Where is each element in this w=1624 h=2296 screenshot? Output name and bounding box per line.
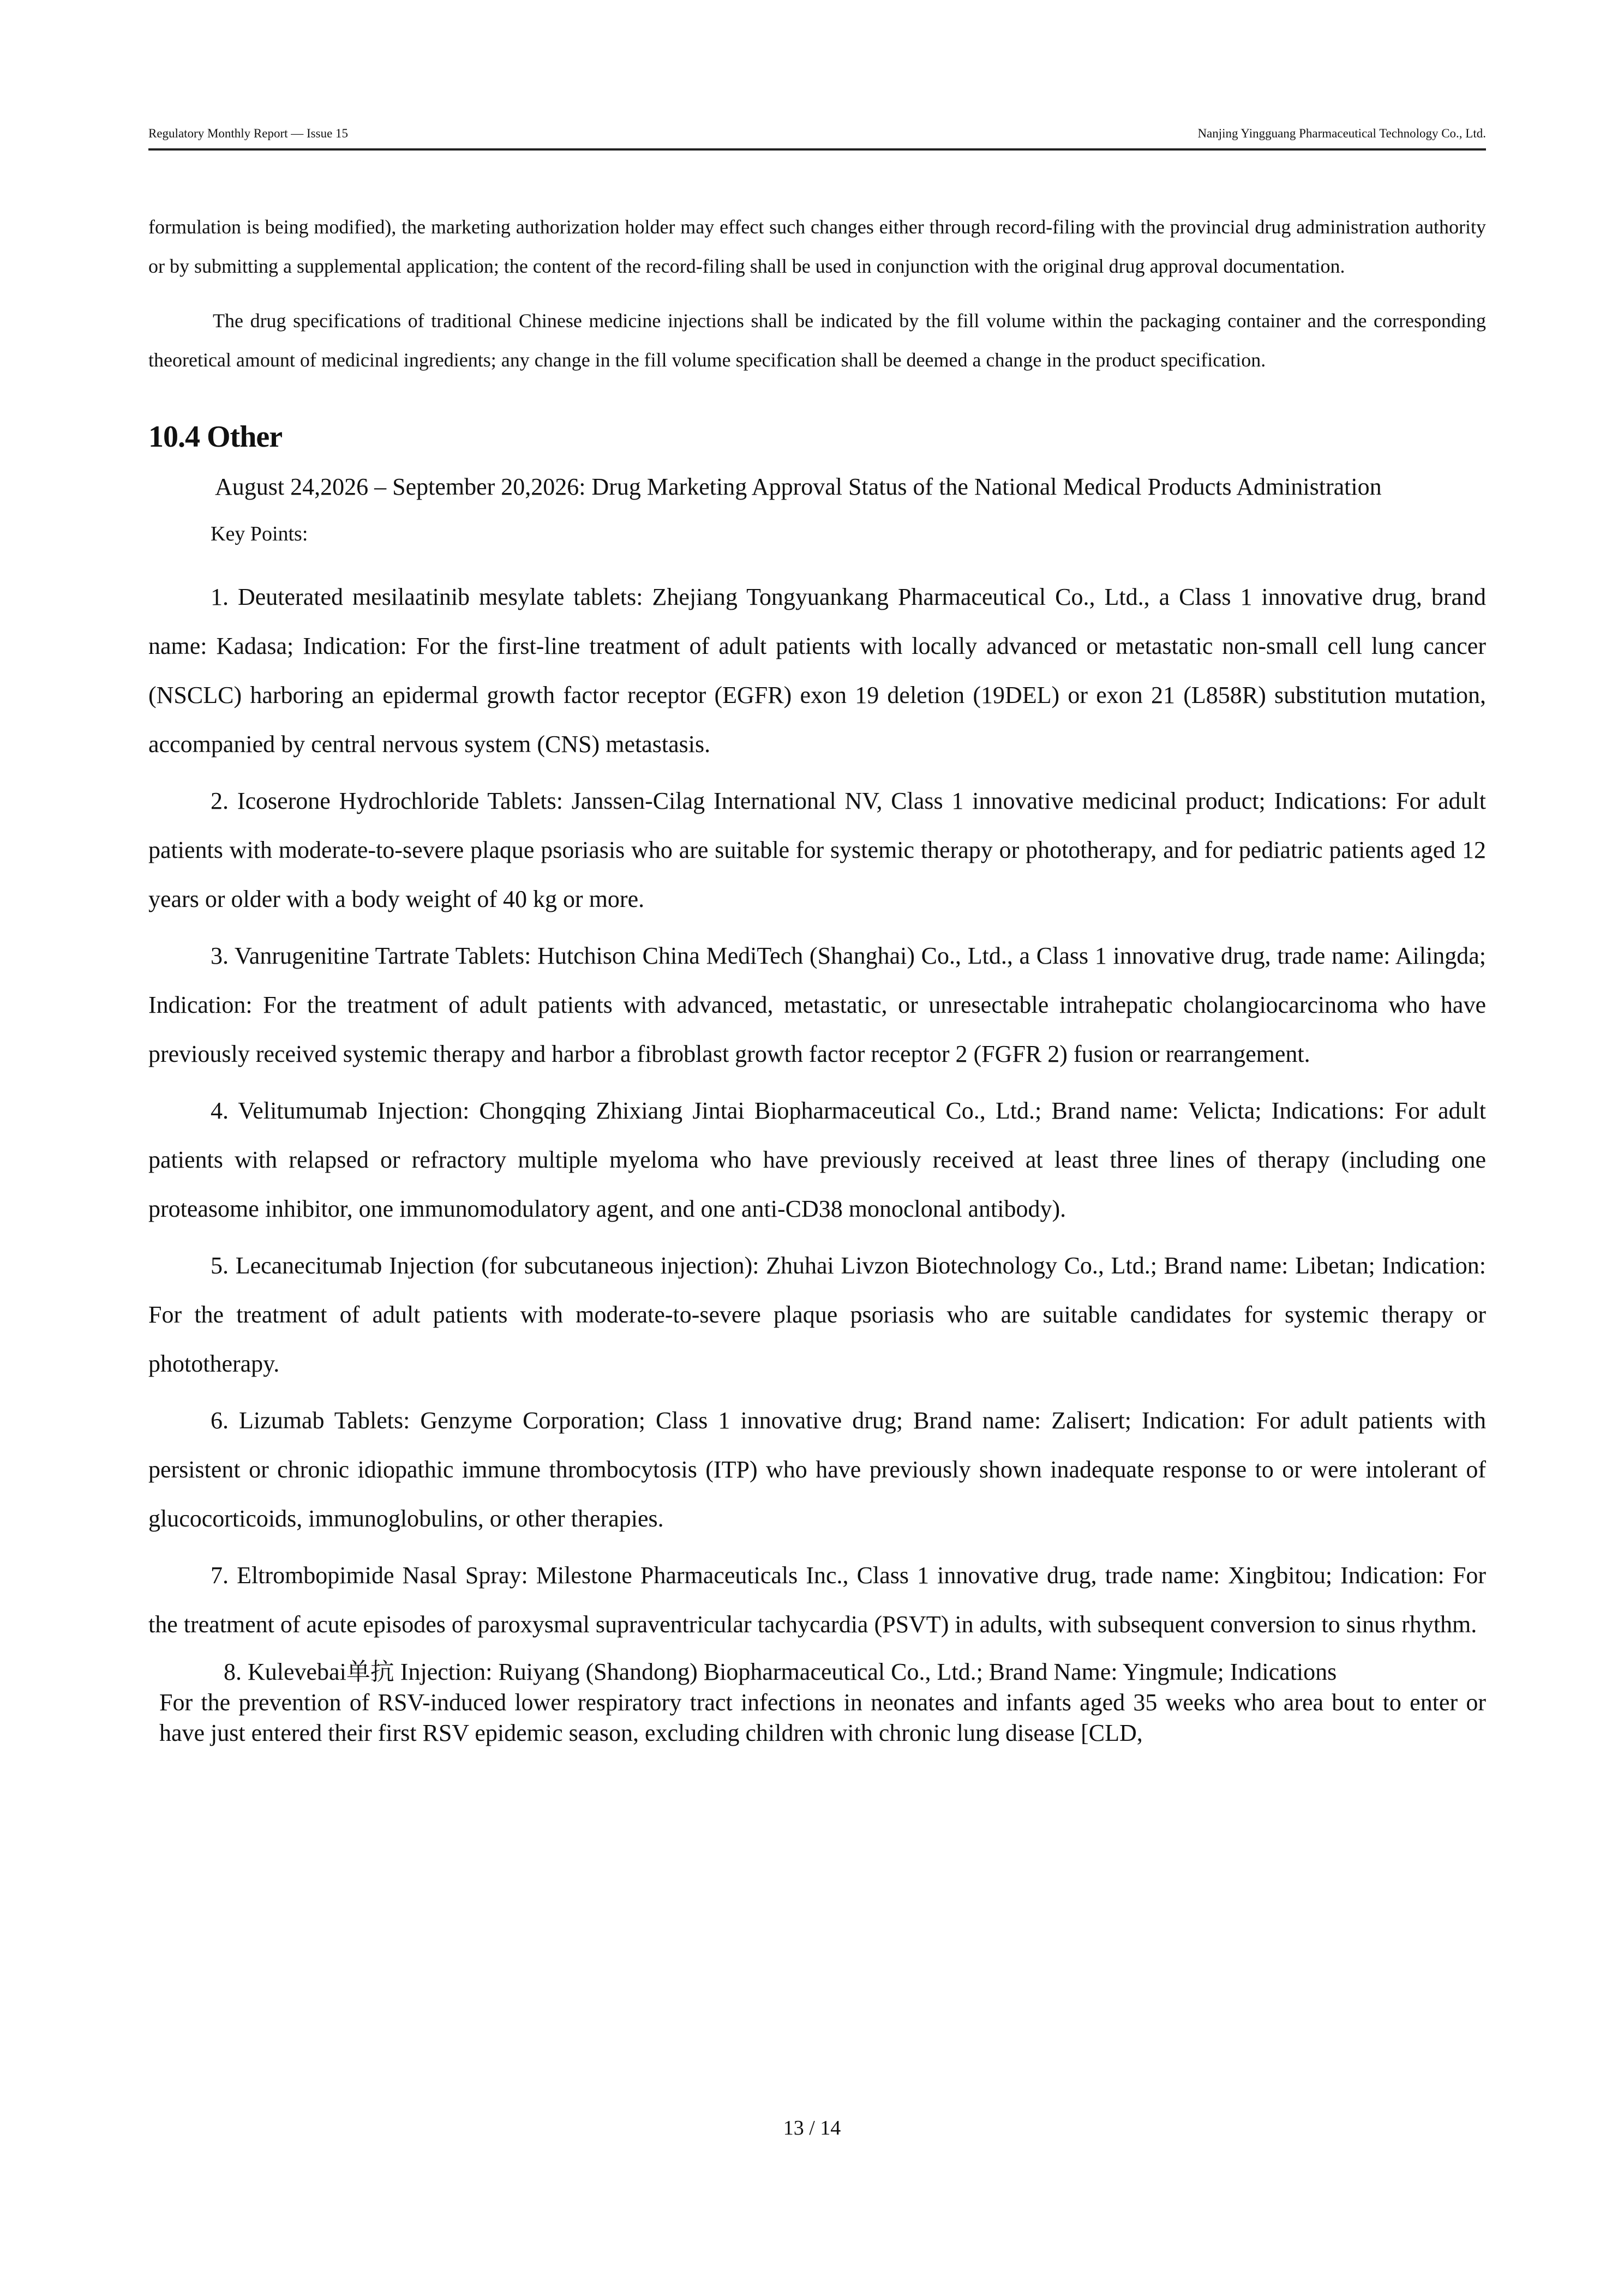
section-subtitle: August 24,2026 – September 20,2026: Drug Marketing Approval Status of the National Medical Products Administration [215,473,1382,500]
page-content [148,207,1486,1748]
list-item-8-lead: 8. Kulevebai单抗 Injection: Ruiyang (Shandong) Biopharmaceutical Co., Ltd.; Brand Name: Yingmule; Indications [224,1658,1337,1685]
list-item: 2. Icoserone Hydrochloride Tablets: Janssen-Cilag International NV, Class 1 innovative medicinal product; Indications: For adult patients with moderate-to-severe plaque psoriasis who are suitable for systemic therapy or phototherapy, and for pediatric patients aged 12 years or older with a body weight of 40 kg or more. [148,788,1486,912]
list-item: 6. Lizumab Tablets: Genzyme Corporation; Class 1 innovative drug; Brand name: Zalisert; Indication: For adult patients with persistent or chronic idiopathic immune thrombocytosis (ITP) who have previously shown inadequate response to or were intolerant of glucocorticoids, immunoglobulins, or other therapies. [148,1407,1486,1532]
list-item: 4. Velitumumab Injection: Chongqing Zhixiang Jintai Biopharmaceutical Co., Ltd.; Brand name: Velicta; Indications: For adult patients with relapsed or refractory multiple myeloma who have previously received at least three lines of therapy (including one proteasome inhibitor, one immunomodulatory agent, and one anti-CD38 monoclonal antibody). [148,1097,1486,1222]
page-header [148,127,1486,151]
list-item-8-body: For the prevention of RSV-induced lower respiratory tract infections in neonates and infants aged 35 weeks who area bout to enter or have just entered their first RSV epidemic season, excluding children with chronic lung disease [CLD, [159,1689,1486,1746]
header-report-title: Regulatory Monthly Report — Issue 15 [148,127,349,140]
list-item: 1. Deuterated mesilaatinib mesylate tablets: Zhejiang Tongyuankang Pharmaceutical Co., Ltd., a Class 1 innovative drug, brand name: Kadasa; Indication: For the first-line treatment of adult patients with locally advanced or metastatic non-small cell lung cancer (NSCLC) harboring an epidermal growth factor receptor (EGFR) exon 19 deletion (19DEL) or exon 21 (L858R) substitution mutation, accompanied by central nervous system (CNS) metastasis. [148,584,1486,758]
list-item: 3. Vanrugenitine Tartrate Tablets: Hutchison China MediTech (Shanghai) Co., Ltd., a Class 1 innovative drug, trade name: Ailingda; Indication: For the treatment of adult patients with advanced, metastatic, or unresectable intrahepatic cholangiocarcinoma who have previously received systemic therapy and harbor a fibroblast growth factor receptor 2 (FGFR 2) fusion or rearrangement. [148,942,1486,1067]
list-item: 5. Lecanecitumab Injection (for subcutaneous injection): Zhuhai Livzon Biotechnology Co., Ltd.; Brand name: Libetan; Indication: For the treatment of adult patients with moderate-to-severe plaque psoriasis who are suitable candidates for systemic therapy or phototherapy. [148,1252,1486,1377]
key-points-label: Key Points: [211,522,308,545]
section-title: 10.4 Other [148,420,283,454]
page-number: 13 / 14 [783,2117,841,2139]
header-company-name: Nanjing Yingguang Pharmaceutical Technology Co., Ltd. [1197,127,1486,140]
intro-paragraph-continued: formulation is being modified), the marketing authorization holder may effect such changes either through record-filing with the provincial drug administration authority or by submitting a supplemental application; the content of the record-filing shall be used in conjunction with the original drug approval documentation. [148,216,1486,277]
list-item: 7. Eltrombopimide Nasal Spray: Milestone Pharmaceuticals Inc., Class 1 innovative drug, trade name: Xingbitou; Indication: For the treatment of acute episodes of paroxysmal supraventricular tachycardia (PSVT) in adults, with subsequent conversion to sinus rhythm. [148,1562,1486,1638]
intro-paragraph-specifications: The drug specifications of traditional Chinese medicine injections shall be indicated by the fill volume within the packaging container and the corresponding theoretical amount of medicinal ingredients; any change in the fill volume specification shall be deemed a change in the product specification. [148,310,1486,371]
list-item-8 [148,1657,1486,1748]
approval-list [148,573,1486,1649]
